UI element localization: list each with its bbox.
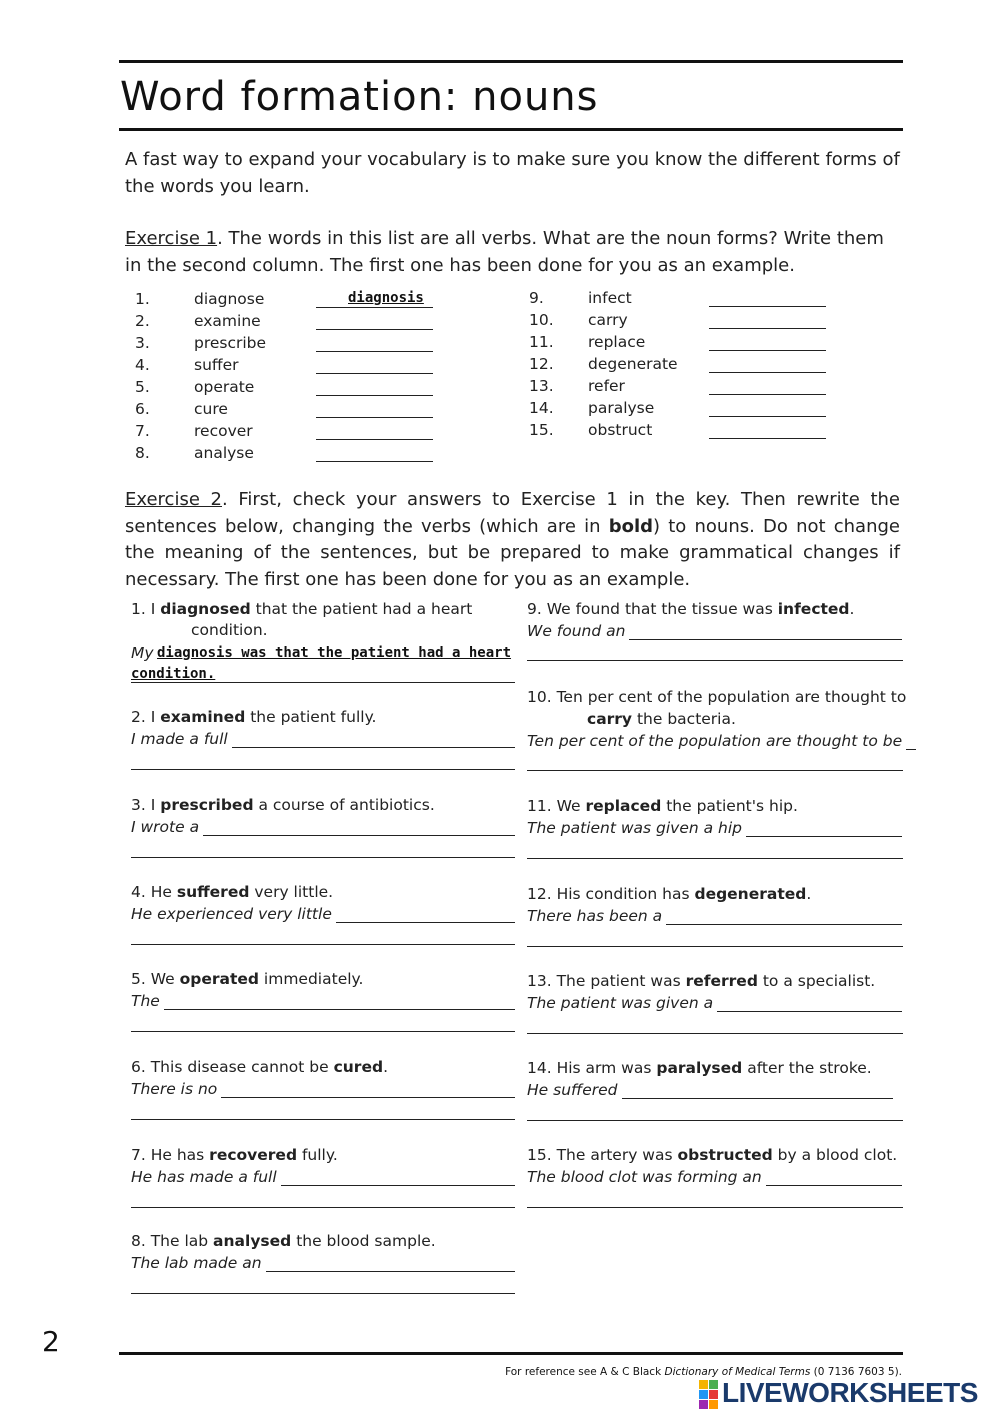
page-title: Word formation: nouns xyxy=(120,74,599,120)
sentence-text: 3. I xyxy=(131,796,161,814)
rewrite-blank[interactable] xyxy=(221,1097,515,1098)
sentence xyxy=(131,708,376,726)
sentence-text: 2. I xyxy=(131,708,161,726)
verb-word: analyse xyxy=(194,444,254,462)
verb-word: examine xyxy=(194,312,261,330)
rewrite-prompt: The patient was given a hip xyxy=(527,819,743,837)
verb-word: refer xyxy=(588,377,625,395)
example-answer-line1: diagnosis was that the patient had a heart xyxy=(157,645,512,661)
rewrite-blank[interactable] xyxy=(766,1185,902,1186)
word-number: 10. xyxy=(529,311,554,329)
page-number: 2 xyxy=(42,1325,60,1358)
bottom-rule xyxy=(119,1352,903,1355)
example-answer: diagnosis xyxy=(348,290,424,306)
answer-blank[interactable] xyxy=(316,329,433,330)
rewrite-prompt: The xyxy=(131,992,160,1010)
sentence xyxy=(131,1058,388,1076)
verb-word: recover xyxy=(194,422,253,440)
rewrite-prompt: He has made a full xyxy=(131,1168,277,1186)
rewrite-prompt: He experienced very little xyxy=(131,905,332,923)
sentence-text: 11. We xyxy=(527,797,586,815)
answer-blank[interactable] xyxy=(316,373,433,374)
rewrite-blank[interactable] xyxy=(527,946,903,947)
exercise1-instructions xyxy=(125,226,900,279)
bold-verb: paralysed xyxy=(656,1059,743,1077)
sentence-text: 5. We xyxy=(131,970,180,988)
exercise2-label: Exercise 2 xyxy=(125,489,222,510)
verb-word: carry xyxy=(588,311,628,329)
intro-paragraph: A fast way to expand your vocabulary is to make sure you know the different forms of the words you learn. xyxy=(125,149,900,197)
rewrite-blank[interactable] xyxy=(666,924,902,925)
sentence-text: 8. The lab xyxy=(131,1232,214,1250)
footer-suffix: (0 7136 7603 5). xyxy=(810,1366,902,1378)
sentence xyxy=(527,972,875,990)
rewrite-blank[interactable] xyxy=(527,858,903,859)
word-number: 11. xyxy=(529,333,554,351)
answer-blank[interactable] xyxy=(709,306,826,307)
exercise2-text-bold: bold xyxy=(608,515,654,537)
rewrite-prompt: There is no xyxy=(131,1080,218,1098)
rewrite-blank[interactable] xyxy=(527,660,903,661)
rewrite-blank[interactable] xyxy=(527,1120,903,1121)
bold-verb: examined xyxy=(160,708,246,726)
bold-verb: degenerated xyxy=(694,885,807,903)
rewrite-blank[interactable] xyxy=(717,1011,902,1012)
sentence-text: 4. He xyxy=(131,883,177,901)
sentence-text: . xyxy=(383,1058,388,1076)
sentence-text: very little. xyxy=(249,883,334,901)
rewrite-blank[interactable] xyxy=(281,1185,515,1186)
rewrite-prompt: Ten per cent of the population are thought to be xyxy=(527,732,903,750)
rewrite-blank[interactable] xyxy=(232,747,515,748)
rewrite-blank[interactable] xyxy=(336,922,515,923)
sentence-text: 13. The patient was xyxy=(527,972,686,990)
exercise2-text-a: . First, check your answers to Exercise 1 in the key. Then rewrite the sentences below, changing the verbs (which are in xyxy=(125,489,900,537)
rewrite-prompt: I wrote a xyxy=(131,818,200,836)
verb-word: prescribe xyxy=(194,334,267,352)
sentence xyxy=(527,885,811,903)
rewrite-blank[interactable] xyxy=(746,836,902,837)
word-number: 15. xyxy=(529,421,554,439)
sentence xyxy=(131,600,472,618)
sentence-text: 9. We found that the tissue was xyxy=(527,600,778,618)
answer-blank[interactable] xyxy=(316,351,433,352)
sentence-text: 15. The artery was xyxy=(527,1146,678,1164)
sentence xyxy=(131,1146,338,1164)
verb-word: operate xyxy=(194,378,255,396)
sentence-text: 1. I xyxy=(131,600,161,618)
sentence-text: the blood sample. xyxy=(291,1232,436,1250)
rewrite-blank[interactable] xyxy=(164,1009,515,1010)
bold-verb: operated xyxy=(179,970,259,988)
rewrite-blank[interactable] xyxy=(527,770,903,771)
verb-word: obstruct xyxy=(588,421,653,439)
rewrite-prompt: I made a full xyxy=(131,730,228,748)
verb-word: replace xyxy=(588,333,646,351)
word-number: 14. xyxy=(529,399,554,417)
footer-prefix: For reference see A & C Black xyxy=(505,1366,665,1378)
sentence xyxy=(131,796,435,814)
word-number: 13. xyxy=(529,377,554,395)
sentence xyxy=(131,883,333,901)
sentence-text: the bacteria. xyxy=(632,710,736,728)
verb-word: suffer xyxy=(194,356,239,374)
verb-word: infect xyxy=(588,289,632,307)
answer-blank[interactable] xyxy=(709,372,826,373)
sentence-text: . xyxy=(849,600,855,618)
sentence-text: 6. This disease cannot be xyxy=(131,1058,334,1076)
rewrite-blank[interactable] xyxy=(203,835,515,836)
bold-verb: replaced xyxy=(585,797,662,815)
rewrite-blank[interactable] xyxy=(131,857,515,858)
example-answer-line2: condition. xyxy=(131,666,216,682)
answer-blank[interactable] xyxy=(709,438,826,439)
answer-blank[interactable] xyxy=(316,395,433,396)
rewrite-blank[interactable] xyxy=(527,1207,903,1208)
word-number: 6. xyxy=(135,400,150,418)
sentence-text: fully. xyxy=(297,1146,338,1164)
answer-blank[interactable] xyxy=(709,416,826,417)
sentence-text: 7. He has xyxy=(131,1146,210,1164)
answer-blank[interactable] xyxy=(316,417,433,418)
sentence-text: . xyxy=(806,885,812,903)
exercise2-instructions xyxy=(125,487,900,593)
bold-verb: suffered xyxy=(176,883,250,901)
sentence-continuation xyxy=(587,710,736,728)
bold-verb: analysed xyxy=(213,1232,292,1250)
liveworksheets-name: LIVEWORKSHEETS xyxy=(722,1377,978,1408)
sentence xyxy=(527,600,854,618)
sentence xyxy=(131,1232,436,1250)
sentence xyxy=(527,1059,872,1077)
sentence-text: 14. His arm was xyxy=(527,1059,657,1077)
liveworksheets-icon xyxy=(698,1379,720,1411)
footer-book-title: Dictionary of Medical Terms xyxy=(664,1366,811,1378)
answer-blank[interactable] xyxy=(709,328,826,329)
rewrite-blank[interactable] xyxy=(131,1207,515,1208)
rewrite-prompt: We found an xyxy=(527,622,626,640)
rewrite-prompt: The blood clot was forming an xyxy=(527,1168,762,1186)
word-number: 3. xyxy=(135,334,150,352)
title-rule xyxy=(119,128,903,131)
rewrite-blank[interactable] xyxy=(527,1033,903,1034)
sentence-text: 10. Ten per cent of the population are thought to xyxy=(527,688,907,706)
sentence xyxy=(527,1146,897,1164)
bold-verb: infected xyxy=(777,600,850,618)
bold-verb: diagnosed xyxy=(160,600,251,618)
word-number: 5. xyxy=(135,378,150,396)
bold-verb: obstructed xyxy=(677,1146,773,1164)
answer-blank[interactable] xyxy=(316,307,433,308)
answer-blank[interactable] xyxy=(316,461,433,462)
sentence xyxy=(131,970,363,988)
sentence-text: by a blood clot. xyxy=(772,1146,898,1164)
bold-verb: carry xyxy=(587,710,633,728)
rewrite-prompt: The lab made an xyxy=(131,1254,262,1272)
word-number: 1. xyxy=(135,290,150,308)
bold-verb: referred xyxy=(685,972,758,990)
verb-word: degenerate xyxy=(588,355,678,373)
sentence-text: 12. His condition has xyxy=(527,885,695,903)
exercise1-text: . The words in this list are all verbs. What are the noun forms? Write them in the second column. The first one has been done for you as an example. xyxy=(125,228,884,276)
answer-blank[interactable] xyxy=(709,350,826,351)
sentence-text: after the stroke. xyxy=(742,1059,872,1077)
sentence-text: the patient fully. xyxy=(245,708,377,726)
verb-word: cure xyxy=(194,400,228,418)
word-number: 4. xyxy=(135,356,150,374)
answer-blank[interactable] xyxy=(316,439,433,440)
rewrite-blank[interactable] xyxy=(131,1031,515,1032)
rewrite-blank[interactable] xyxy=(622,1098,894,1099)
rewrite-blank[interactable] xyxy=(906,749,916,750)
sentence-text: to a specialist. xyxy=(757,972,876,990)
bold-verb: prescribed xyxy=(160,796,254,814)
rewrite-prompt: My xyxy=(131,644,154,662)
liveworksheets-logo[interactable] xyxy=(698,1377,1000,1413)
sentence-text: that the patient had a heart xyxy=(250,600,473,618)
word-number: 7. xyxy=(135,422,150,440)
word-number: 2. xyxy=(135,312,150,330)
rewrite-blank[interactable] xyxy=(131,944,515,945)
bold-verb: cured xyxy=(333,1058,384,1076)
verb-word: paralyse xyxy=(588,399,655,417)
sentence-text: the patient's hip. xyxy=(661,797,798,815)
exercise1-label: Exercise 1 xyxy=(125,228,218,249)
rewrite-blank[interactable] xyxy=(131,1119,515,1120)
rewrite-blank[interactable] xyxy=(266,1271,515,1272)
word-number: 8. xyxy=(135,444,150,462)
rewrite-blank[interactable] xyxy=(131,682,515,683)
sentence xyxy=(527,688,906,706)
sentence-continuation: condition. xyxy=(191,621,268,639)
sentence-text: immediately. xyxy=(259,970,364,988)
exercise2-text-b: ) to nouns. Do not change the meaning of the sentences, but be prepared to make grammatical changes if necessary. The first one has been done for you as an example. xyxy=(125,515,900,590)
verb-word: diagnose xyxy=(194,290,265,308)
rewrite-blank[interactable] xyxy=(629,639,902,640)
word-number: 12. xyxy=(529,355,554,373)
rewrite-blank[interactable] xyxy=(131,769,515,770)
bold-verb: recovered xyxy=(209,1146,298,1164)
sentence-text: a course of antibiotics. xyxy=(253,796,435,814)
rewrite-blank[interactable] xyxy=(131,1293,515,1294)
sentence xyxy=(527,797,798,815)
answer-blank[interactable] xyxy=(709,394,826,395)
word-number: 9. xyxy=(529,289,544,307)
rewrite-prompt: The patient was given a xyxy=(527,994,714,1012)
rewrite-prompt: He suffered xyxy=(527,1081,618,1099)
rewrite-prompt: There has been a xyxy=(527,907,663,925)
top-rule xyxy=(119,60,903,63)
